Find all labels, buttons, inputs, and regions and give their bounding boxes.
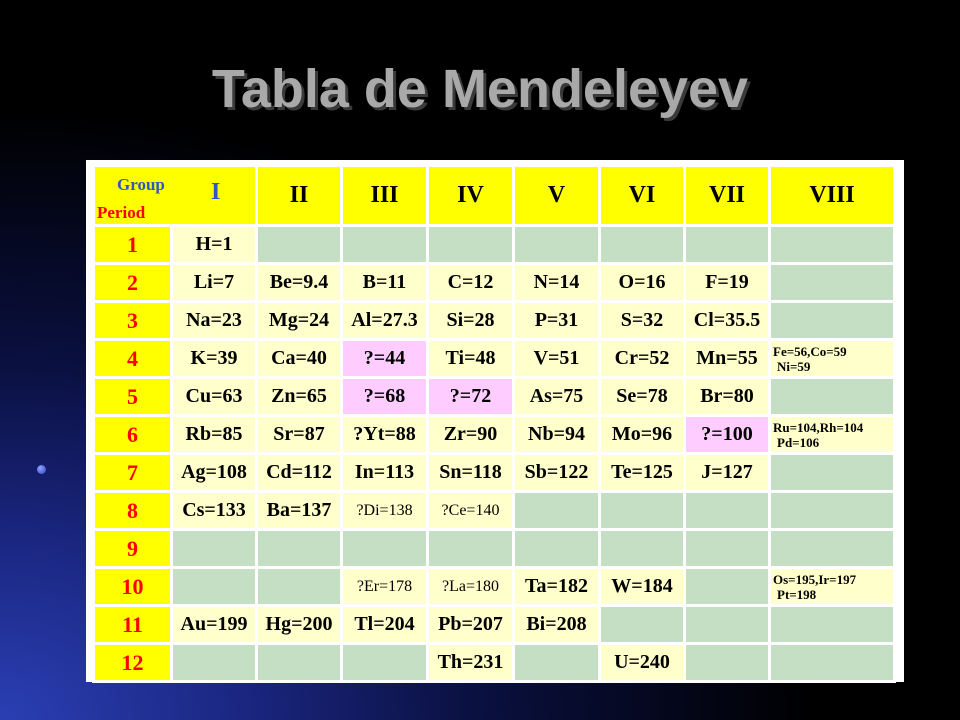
element-cell: U=240 (600, 644, 685, 682)
period-number: 7 (94, 454, 172, 492)
empty-cell (770, 226, 895, 264)
element-cell: Zn=65 (257, 378, 342, 416)
element-cell: W=184 (600, 568, 685, 606)
empty-cell (257, 644, 342, 682)
element-note-line: Pd=106 (777, 434, 820, 450)
element-cell: Sb=122 (514, 454, 600, 492)
empty-cell (685, 606, 770, 644)
element-cell: ?=68 (342, 378, 428, 416)
period-row (94, 264, 895, 302)
group-header-III: III (342, 166, 428, 226)
element-cell: H=1 (172, 226, 257, 264)
element-cell: O=16 (600, 264, 685, 302)
element-cell: Na=23 (172, 302, 257, 340)
element-cell: Ag=108 (172, 454, 257, 492)
period-number: 3 (94, 302, 172, 340)
period-row (94, 302, 895, 340)
empty-cell (770, 378, 895, 416)
empty-cell (770, 264, 895, 302)
element-cell: Cr=52 (600, 340, 685, 378)
element-cell: Ba=137 (257, 492, 342, 530)
period-number: 12 (94, 644, 172, 682)
empty-cell (770, 644, 895, 682)
period-number: 8 (94, 492, 172, 530)
element-cell: Nb=94 (514, 416, 600, 454)
header-row (94, 166, 895, 226)
group-header-VIII: VIII (770, 166, 895, 226)
element-cell: Al=27.3 (342, 302, 428, 340)
period-number: 4 (94, 340, 172, 378)
empty-cell (428, 530, 514, 568)
group-header-VI: VI (600, 166, 685, 226)
period-number: 9 (94, 530, 172, 568)
element-cell: Be=9.4 (257, 264, 342, 302)
empty-cell (342, 644, 428, 682)
period-row (94, 606, 895, 644)
empty-cell (172, 568, 257, 606)
element-cell: Cs=133 (172, 492, 257, 530)
group-header-II: II (257, 166, 342, 226)
period-number: 2 (94, 264, 172, 302)
empty-cell (514, 226, 600, 264)
empty-cell (600, 606, 685, 644)
element-note-line: Pt=198 (777, 586, 817, 602)
element-cell: S=32 (600, 302, 685, 340)
element-cell: Br=80 (685, 378, 770, 416)
element-cell: Mo=96 (600, 416, 685, 454)
empty-cell (685, 226, 770, 264)
period-row (94, 530, 895, 568)
empty-cell (257, 226, 342, 264)
group-header-V: V (514, 166, 600, 226)
element-cell: As=75 (514, 378, 600, 416)
element-cell: F=19 (685, 264, 770, 302)
period-row (94, 644, 895, 682)
element-cell: P=31 (514, 302, 600, 340)
empty-cell (600, 492, 685, 530)
period-row (94, 454, 895, 492)
element-cell: Ti=48 (428, 340, 514, 378)
period-number: 11 (94, 606, 172, 644)
element-note-line: Ni=59 (777, 358, 811, 374)
empty-cell (770, 302, 895, 340)
period-row (94, 340, 895, 378)
element-cell: V=51 (514, 340, 600, 378)
group-header-VII: VII (685, 166, 770, 226)
element-cell: C=12 (428, 264, 514, 302)
slide-title: Tabla de Mendeleyev (211, 59, 749, 119)
empty-cell (514, 530, 600, 568)
element-cell: Hg=200 (257, 606, 342, 644)
element-cell (770, 568, 895, 606)
period-row (94, 568, 895, 606)
element-cell: ?La=180 (428, 568, 514, 606)
element-cell: ?Di=138 (342, 492, 428, 530)
element-cell: Sn=118 (428, 454, 514, 492)
element-cell: N=14 (514, 264, 600, 302)
empty-cell (600, 226, 685, 264)
period-number: 6 (94, 416, 172, 454)
empty-cell (770, 530, 895, 568)
element-cell: Tl=204 (342, 606, 428, 644)
bullet-dot (37, 465, 46, 474)
empty-cell (685, 644, 770, 682)
period-row (94, 416, 895, 454)
empty-cell (514, 492, 600, 530)
element-cell: Ca=40 (257, 340, 342, 378)
empty-cell (600, 530, 685, 568)
period-label: Period (97, 203, 146, 222)
period-row (94, 226, 895, 264)
element-cell: ?Ce=140 (428, 492, 514, 530)
empty-cell (172, 530, 257, 568)
empty-cell (342, 226, 428, 264)
element-cell: Zr=90 (428, 416, 514, 454)
element-cell: Se=78 (600, 378, 685, 416)
element-cell: In=113 (342, 454, 428, 492)
element-cell: Si=28 (428, 302, 514, 340)
periodic-table (92, 164, 896, 683)
empty-cell (172, 644, 257, 682)
element-cell: Te=125 (600, 454, 685, 492)
period-number: 10 (94, 568, 172, 606)
element-cell: Rb=85 (172, 416, 257, 454)
element-cell: ?Yt=88 (342, 416, 428, 454)
empty-cell (770, 492, 895, 530)
empty-cell (514, 644, 600, 682)
element-cell: Mg=24 (257, 302, 342, 340)
period-number: 5 (94, 378, 172, 416)
empty-cell (770, 606, 895, 644)
group-label: Group (117, 175, 165, 194)
empty-cell (257, 530, 342, 568)
element-cell: Sr=87 (257, 416, 342, 454)
element-cell: K=39 (172, 340, 257, 378)
element-note-line: Fe=56,Co=59 (773, 343, 847, 359)
element-cell: Mn=55 (685, 340, 770, 378)
empty-cell (257, 568, 342, 606)
element-note-line: Ru=104,Rh=104 (773, 419, 864, 435)
period-number: 1 (94, 226, 172, 264)
element-cell: Pb=207 (428, 606, 514, 644)
element-cell: ?=100 (685, 416, 770, 454)
element-cell (770, 340, 895, 378)
element-cell: Bi=208 (514, 606, 600, 644)
empty-cell (685, 530, 770, 568)
period-row (94, 378, 895, 416)
element-cell: Th=231 (428, 644, 514, 682)
group-header-IV: IV (428, 166, 514, 226)
periodic-table-frame (86, 160, 904, 682)
empty-cell (428, 226, 514, 264)
empty-cell (770, 454, 895, 492)
element-cell: B=11 (342, 264, 428, 302)
element-cell: ?=72 (428, 378, 514, 416)
element-cell: Cd=112 (257, 454, 342, 492)
empty-cell (342, 530, 428, 568)
element-cell: Ta=182 (514, 568, 600, 606)
element-cell: Au=199 (172, 606, 257, 644)
empty-cell (685, 568, 770, 606)
element-cell: Cl=35.5 (685, 302, 770, 340)
group-header-I: I (211, 179, 221, 205)
element-cell: ?=44 (342, 340, 428, 378)
element-cell: J=127 (685, 454, 770, 492)
empty-cell (685, 492, 770, 530)
element-cell: ?Er=178 (342, 568, 428, 606)
element-note-line: Os=195,Ir=197 (773, 571, 857, 587)
period-row (94, 492, 895, 530)
element-cell (770, 416, 895, 454)
element-cell: Li=7 (172, 264, 257, 302)
element-cell: Cu=63 (172, 378, 257, 416)
corner-cell (94, 166, 257, 226)
